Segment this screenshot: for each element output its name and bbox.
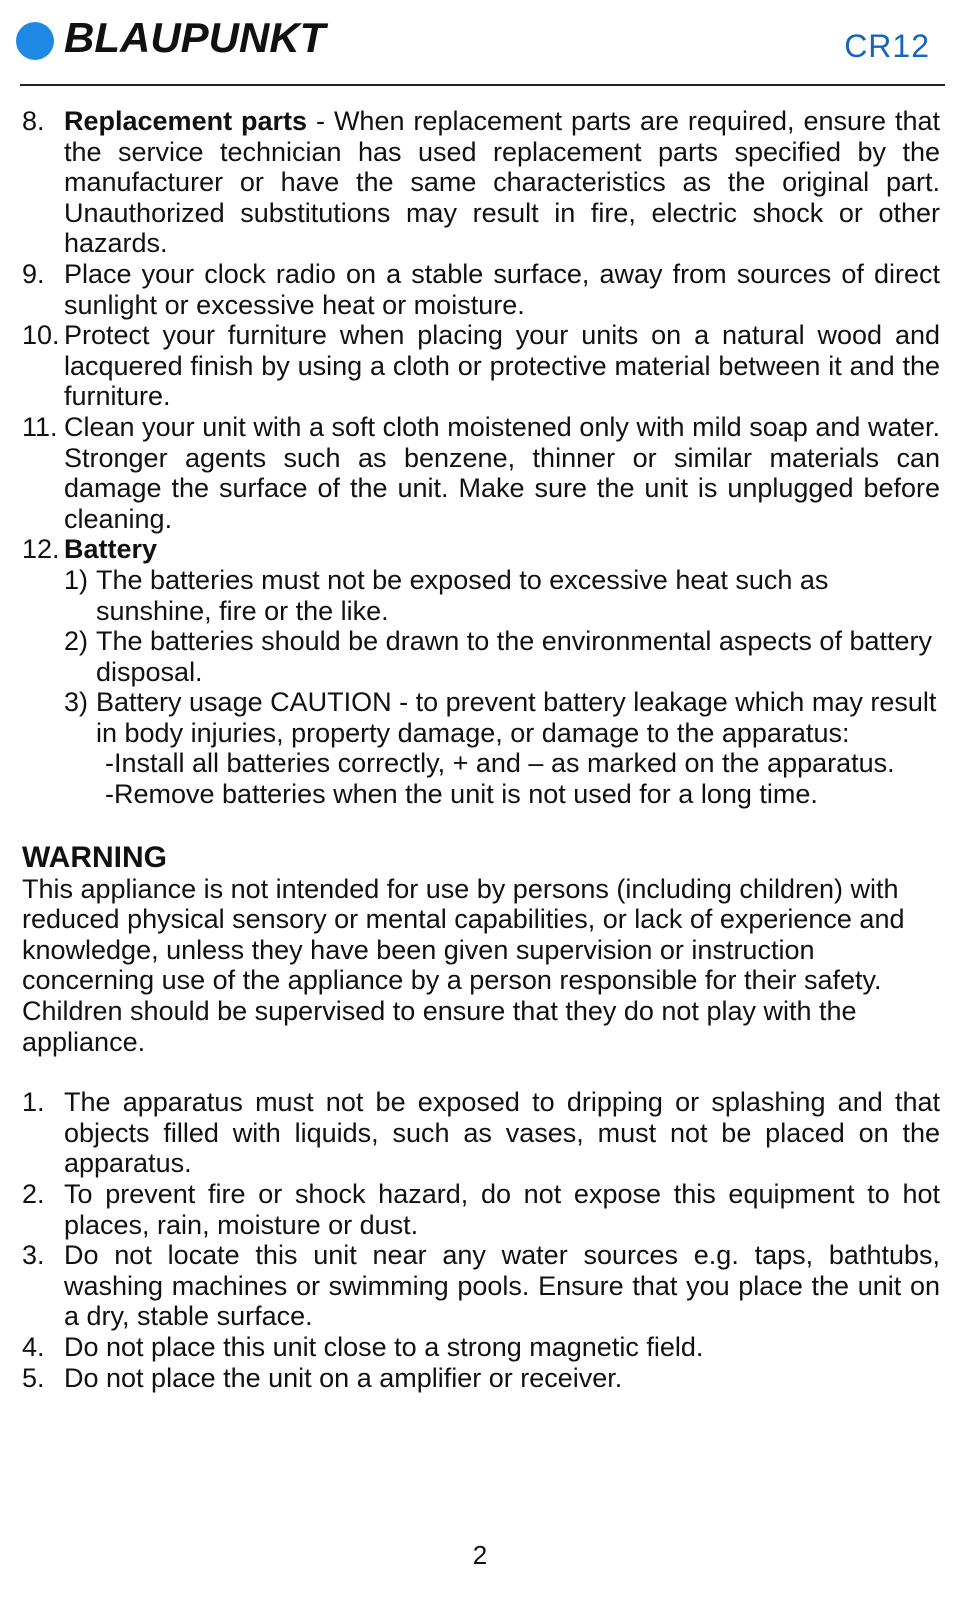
warning-list-item-3 bbox=[22, 1240, 940, 1332]
item-number: 9. bbox=[22, 258, 45, 289]
item-text: The apparatus must not be exposed to dripping or splashing and that objects filled with liquids, such as vases, must not be placed on the apparatus. bbox=[64, 1087, 940, 1179]
battery-subitem-2 bbox=[22, 626, 940, 687]
warning-heading: WARNING bbox=[22, 840, 167, 874]
item-number: 12. bbox=[22, 534, 60, 565]
list-item-9 bbox=[22, 259, 940, 320]
item-number: 5. bbox=[22, 1362, 45, 1393]
item-number: 8. bbox=[22, 106, 45, 136]
item-number: 1. bbox=[22, 1087, 45, 1118]
brand-name: BLAUPUNKT bbox=[64, 14, 326, 61]
list-item-12 bbox=[22, 534, 940, 565]
item-number: 2. bbox=[22, 1179, 45, 1209]
item-text: Place your clock radio on a stable surface, away from sources of direct sunlight or excessive heat or moisture. bbox=[64, 258, 940, 320]
item-text: Do not place the unit on a amplifier or receiver. bbox=[64, 1362, 623, 1393]
warning-paragraph-2: Children should be supervised to ensure that they do not play with the appliance. bbox=[22, 996, 857, 1057]
item-title: Battery bbox=[64, 534, 158, 565]
item-text: Protect your furniture when placing your units on a natural wood and lacquered finish by using a cloth or protective material between it and the furniture. bbox=[64, 320, 940, 412]
item-title: Replacement parts bbox=[64, 106, 308, 136]
subitem-number: 3) bbox=[64, 687, 89, 718]
warning-list-item-4 bbox=[22, 1332, 940, 1363]
page-number: 2 bbox=[472, 1540, 488, 1570]
brand-logo-dot bbox=[16, 22, 54, 60]
warning-list-item-2 bbox=[22, 1179, 940, 1240]
model-number: CR12 bbox=[844, 28, 930, 64]
subitem-text: Battery usage CAUTION - to prevent battery leakage which may result in body injuries, property damage, or damage to the apparatus: bbox=[96, 687, 937, 748]
battery-subitem-1 bbox=[22, 565, 940, 626]
list-item-11 bbox=[22, 412, 940, 534]
battery-subitem-3 bbox=[22, 687, 940, 748]
item-number: 4. bbox=[22, 1331, 45, 1362]
warning-list-item-5 bbox=[22, 1363, 940, 1394]
list-item-10 bbox=[22, 320, 940, 412]
header-divider bbox=[20, 84, 945, 86]
section-spacer bbox=[22, 1057, 940, 1087]
item-text: Clean your unit with a soft cloth moistened only with mild soap and water. Stronger agents such as benzene, thinner or similar materials can damage the surface of the unit. Make sure the unit is unplugged before cleaning. bbox=[64, 411, 940, 534]
item-text: Do not place this unit close to a strong magnetic field. bbox=[64, 1331, 704, 1362]
warning-paragraph-1: This appliance is not intended for use by persons (including children) with reduced physical sensory or mental capabilities, or lack of experience and knowledge, unless they have been given supervision or instruction concerning use of the appliance by a person responsible for their safety. bbox=[22, 873, 905, 996]
page-header bbox=[0, 0, 960, 90]
item-number: 11. bbox=[22, 411, 58, 442]
battery-bullet-install: -Install all batteries correctly, + and – as marked on the apparatus. bbox=[105, 748, 895, 779]
manual-content bbox=[22, 106, 940, 1393]
list-item-8 bbox=[22, 106, 940, 259]
subitem-number: 1) bbox=[64, 564, 89, 595]
item-text: Do not locate this unit near any water sources e.g. taps, bathtubs, washing machines or swimming pools. Ensure that you place the unit on a dry, stable surface. bbox=[64, 1240, 940, 1332]
warning-list-item-1 bbox=[22, 1087, 940, 1179]
item-text: To prevent fire or shock hazard, do not expose this equipment to hot places, rain, moisture or dust. bbox=[64, 1179, 940, 1240]
subitem-text: The batteries must not be exposed to excessive heat such as sunshine, fire or the like. bbox=[96, 564, 829, 626]
item-number: 3. bbox=[22, 1240, 45, 1271]
subitem-number: 2) bbox=[64, 626, 89, 657]
item-number: 10. bbox=[22, 320, 60, 351]
battery-bullet-remove: -Remove batteries when the unit is not used for a long time. bbox=[105, 779, 818, 810]
item-text: - When replacement parts are required, ensure that the service technician has used replacement parts specified by the manufacturer or have the same characteristics as the original part. Unauthorized substitutions may result in fire, electric shock or other hazards. bbox=[64, 106, 940, 259]
subitem-text: The batteries should be drawn to the environmental aspects of battery disposal. bbox=[96, 626, 932, 687]
